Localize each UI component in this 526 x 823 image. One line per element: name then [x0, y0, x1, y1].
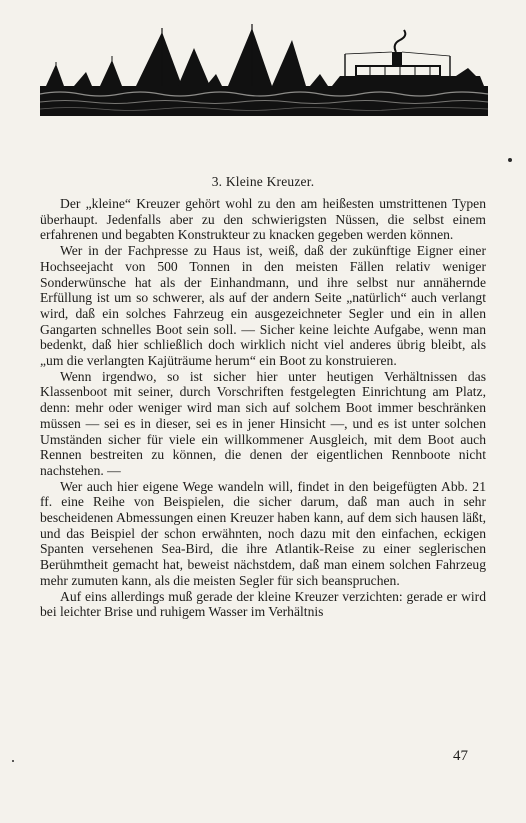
paragraph: Wer auch hier eigene Wege wandeln will, findet in den beigefügten Abb. 21 ff. eine Reihe von Beispielen, die sicher darum, daß man auch in sehr bescheidenen Abmessungen einen Kreuzer haben kann, auf dem sich hausen läßt, und das Beispiel der schon erwähnten, noch dazu mit den einfachen, eckigen Spanten versehenen Sea-Bird, die ihre Atlantik-Reise zu einer seglerischen Berühmtheit gemacht hat, beweist nächstdem, daß man einem solchen Fahrzeug mehr zumuten kann, als die meisten Segler für sich beanspruchen.	[40, 478, 486, 588]
paragraph: Wenn irgendwo, so ist sicher hier unter heutigen Verhältnissen das Klassenboot mit seiner, durch Vorschriften festgelegten Einrichtung am Platz, denn: mehr oder weniger wird man sich auf solchem Boot immer beschränken müssen — sei es in dieser, sei es in jener Hinsicht —, und es ist unter solchen Umständen sicher für viele ein willkommener Ausgleich, mit dem Boot auch Rennen bestreiten zu können, die denen der eigentlichen Rennboote nicht nachstehen. —	[40, 368, 486, 478]
chapter-title: 3. Kleine Kreuzer.	[211, 174, 315, 189]
paragraph: Wer in der Fachpresse zu Haus ist, weiß, daß der zukünftige Eigner einer Hochseejacht von 500 Tonnen in den meisten Fällen relativ weniger Sonderwünsche hat als der Einhandmann, und ihre selbst nur annähernde Erfüllung ist um so schwerer, als auf der andern Seite „natürlich“ auch verlangt wird, daß ein solches Fahrzeug ein ausgezeichneter Segler und ein in allen Gangarten schnelles Boot sein soll. — Sicher keine leichte Aufgabe, wenn man bedenkt, daß hier schließlich doch wirklich nicht viel anderes übrig bleibt, als „um die verlangten Kajüträume herum“ ein Boot zu konstruieren.	[40, 243, 486, 369]
ink-speck	[508, 158, 512, 162]
ink-speck	[12, 760, 14, 762]
paragraph: Der „kleine“ Kreuzer gehört wohl zu den am heißesten umstrittenen Typen überhaupt. Jedenfalls aber zu den schwierigsten Nüssen, die selbst einem erfahrenen und begabten Konstrukteur zu knacken gegeben werden können.	[40, 196, 486, 243]
body-text	[40, 196, 486, 620]
header-illustration	[40, 22, 488, 122]
page-number: 47	[453, 748, 468, 764]
yachts-vignette-icon	[40, 22, 488, 122]
paragraph: Auf eins allerdings muß gerade der kleine Kreuzer verzichten: gerade er wird bei leichter Brise und ruhigem Wasser im Verhältnis	[40, 588, 486, 620]
